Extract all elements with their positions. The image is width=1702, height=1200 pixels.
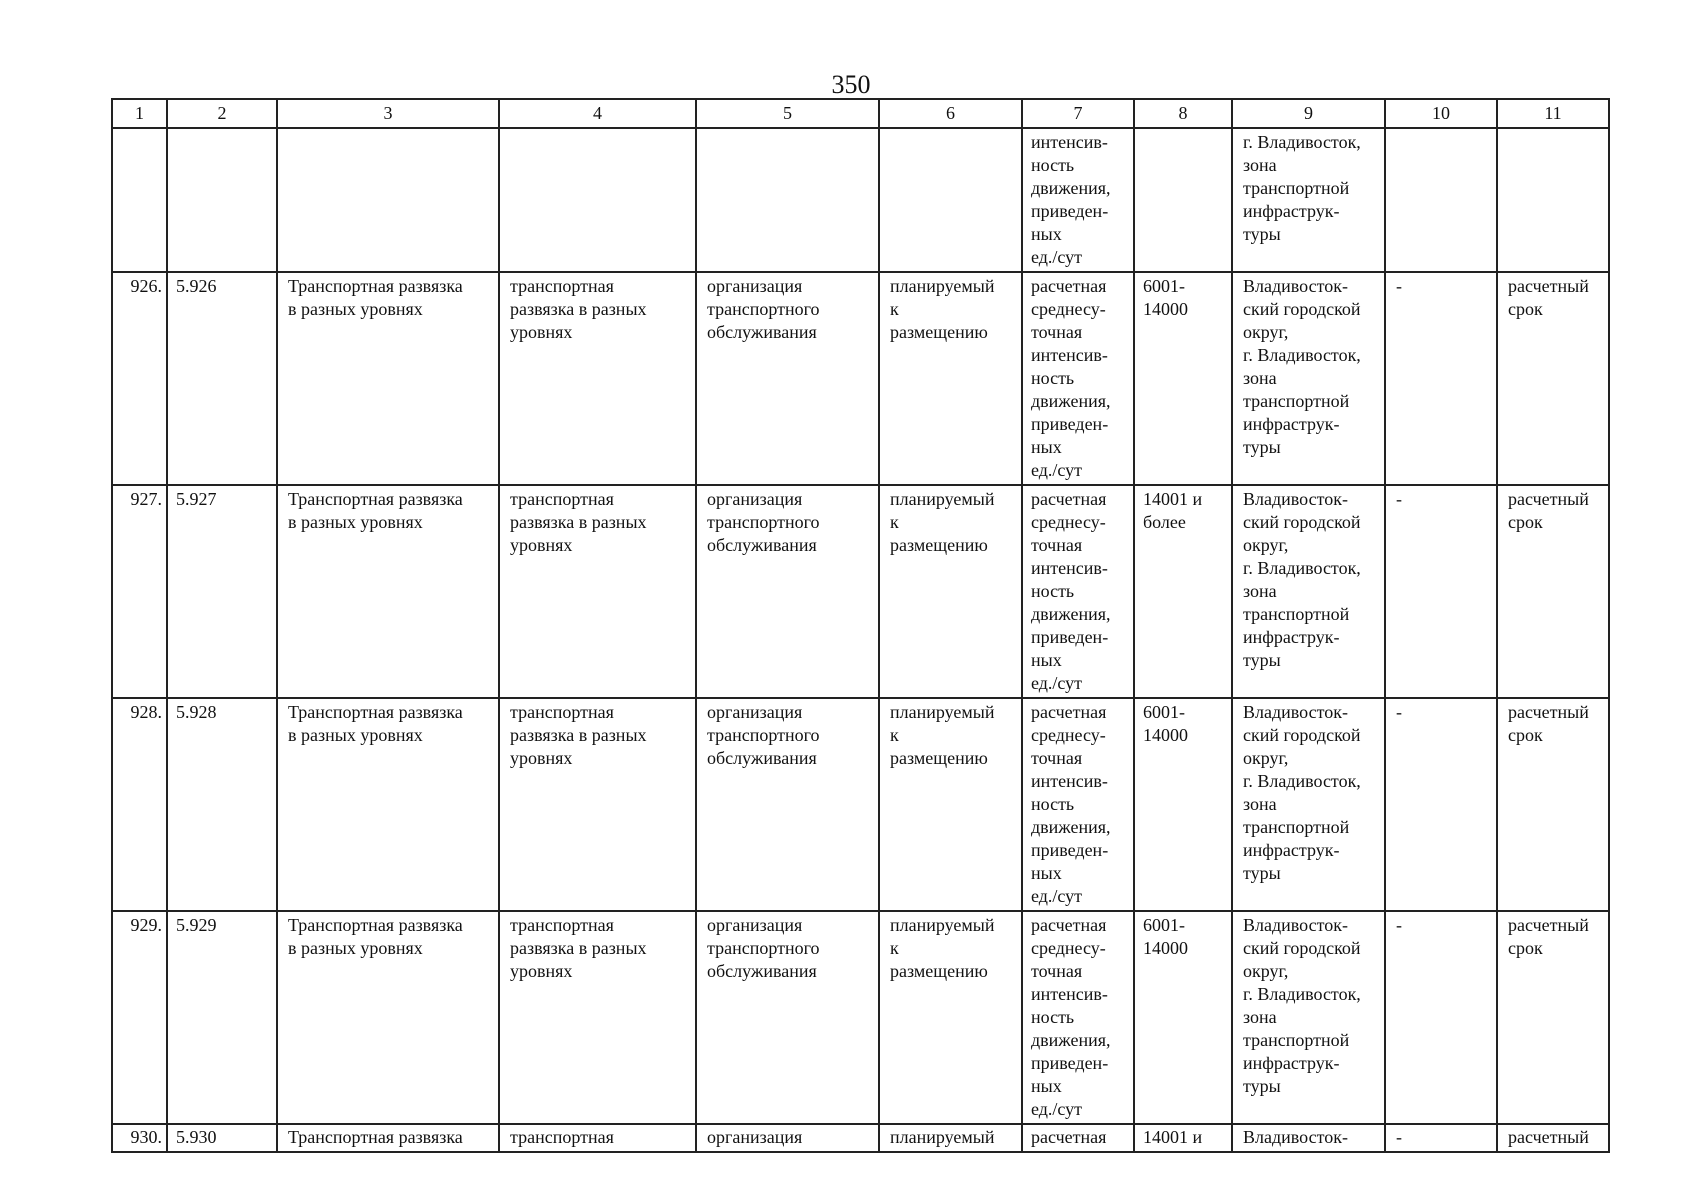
term-cell: расчетный срок: [1497, 911, 1609, 1124]
table-row: [112, 911, 1609, 1124]
code-cell: 5.926: [167, 272, 277, 485]
column-number: 8: [1134, 99, 1232, 128]
location-cell: Владивосток-: [1232, 1124, 1385, 1152]
column-number: 4: [499, 99, 696, 128]
column-number: 10: [1385, 99, 1497, 128]
characteristic-cell: расчетная: [1022, 1124, 1134, 1152]
row-number-cell: 927.: [112, 485, 167, 698]
term-cell: расчетный срок: [1497, 698, 1609, 911]
name-cell: Транспортная развязка: [277, 1124, 499, 1152]
code-cell: 5.930: [167, 1124, 277, 1152]
name-cell: Транспортная развязка в разных уровнях: [277, 698, 499, 911]
name-cell: Транспортная развязка в разных уровнях: [277, 911, 499, 1124]
type-cell: транспортная развязка в разных уровнях: [499, 485, 696, 698]
continuation-row: [112, 128, 1609, 272]
value-cell: 6001- 14000: [1134, 698, 1232, 911]
table-row: [112, 698, 1609, 911]
empty-cell: [696, 128, 879, 272]
type-cell: транспортная: [499, 1124, 696, 1152]
empty-cell: [277, 128, 499, 272]
zone-cell: -: [1385, 1124, 1497, 1152]
column-number: 11: [1497, 99, 1609, 128]
status-cell: планируемый к размещению: [879, 698, 1022, 911]
zone-cell: -: [1385, 485, 1497, 698]
value-cell: 6001- 14000: [1134, 911, 1232, 1124]
zone-cell: -: [1385, 698, 1497, 911]
table-row-partial: [112, 1124, 1609, 1152]
row-number-cell: 930.: [112, 1124, 167, 1152]
name-cell: Транспортная развязка в разных уровнях: [277, 485, 499, 698]
empty-cell: [1497, 128, 1609, 272]
column-number: 1: [112, 99, 167, 128]
empty-cell: [879, 128, 1022, 272]
purpose-cell: организация: [696, 1124, 879, 1152]
table-row: [112, 485, 1609, 698]
column-number-header-row: [112, 99, 1609, 128]
code-cell: 5.927: [167, 485, 277, 698]
column-number: 3: [277, 99, 499, 128]
empty-cell: [1134, 128, 1232, 272]
purpose-cell: организация транспортного обслуживания: [696, 272, 879, 485]
row-number-cell: 929.: [112, 911, 167, 1124]
row-number-cell: 926.: [112, 272, 167, 485]
empty-cell: [499, 128, 696, 272]
location-cell: г. Владивосток, зона транспортной инфраструк- туры: [1232, 128, 1385, 272]
empty-cell: [167, 128, 277, 272]
purpose-cell: организация транспортного обслуживания: [696, 485, 879, 698]
location-cell: Владивосток- ский городской округ, г. Владивосток, зона транспортной инфраструк- туры: [1232, 698, 1385, 911]
code-cell: 5.929: [167, 911, 277, 1124]
column-number: 5: [696, 99, 879, 128]
empty-cell: [1385, 128, 1497, 272]
table-row: [112, 272, 1609, 485]
status-cell: планируемый к размещению: [879, 272, 1022, 485]
status-cell: планируемый к размещению: [879, 911, 1022, 1124]
status-cell: планируемый: [879, 1124, 1022, 1152]
characteristic-cell: интенсив- ность движения, приведен- ных ед./сут: [1022, 128, 1134, 272]
column-number: 9: [1232, 99, 1385, 128]
row-number-cell: 928.: [112, 698, 167, 911]
term-cell: расчетный срок: [1497, 485, 1609, 698]
type-cell: транспортная развязка в разных уровнях: [499, 911, 696, 1124]
status-cell: планируемый к размещению: [879, 485, 1022, 698]
characteristic-cell: расчетная среднесу- точная интенсив- ность движения, приведен- ных ед./сут: [1022, 698, 1134, 911]
characteristic-cell: расчетная среднесу- точная интенсив- ность движения, приведен- ных ед./сут: [1022, 485, 1134, 698]
zone-cell: -: [1385, 272, 1497, 485]
column-number: 7: [1022, 99, 1134, 128]
characteristic-cell: расчетная среднесу- точная интенсив- ность движения, приведен- ных ед./сут: [1022, 272, 1134, 485]
column-number: 6: [879, 99, 1022, 128]
empty-cell: [112, 128, 167, 272]
term-cell: расчетный: [1497, 1124, 1609, 1152]
column-number: 2: [167, 99, 277, 128]
location-cell: Владивосток- ский городской округ, г. Владивосток, зона транспортной инфраструк- туры: [1232, 272, 1385, 485]
purpose-cell: организация транспортного обслуживания: [696, 698, 879, 911]
type-cell: транспортная развязка в разных уровнях: [499, 272, 696, 485]
value-cell: 6001- 14000: [1134, 272, 1232, 485]
zone-cell: -: [1385, 911, 1497, 1124]
characteristic-cell: расчетная среднесу- точная интенсив- ность движения, приведен- ных ед./сут: [1022, 911, 1134, 1124]
data-table: [111, 98, 1610, 1153]
page-number: 350: [831, 70, 871, 99]
term-cell: расчетный срок: [1497, 272, 1609, 485]
code-cell: 5.928: [167, 698, 277, 911]
type-cell: транспортная развязка в разных уровнях: [499, 698, 696, 911]
name-cell: Транспортная развязка в разных уровнях: [277, 272, 499, 485]
location-cell: Владивосток- ский городской округ, г. Владивосток, зона транспортной инфраструк- туры: [1232, 485, 1385, 698]
value-cell: 14001 и более: [1134, 485, 1232, 698]
purpose-cell: организация транспортного обслуживания: [696, 911, 879, 1124]
location-cell: Владивосток- ский городской округ, г. Владивосток, зона транспортной инфраструк- туры: [1232, 911, 1385, 1124]
value-cell: 14001 и: [1134, 1124, 1232, 1152]
